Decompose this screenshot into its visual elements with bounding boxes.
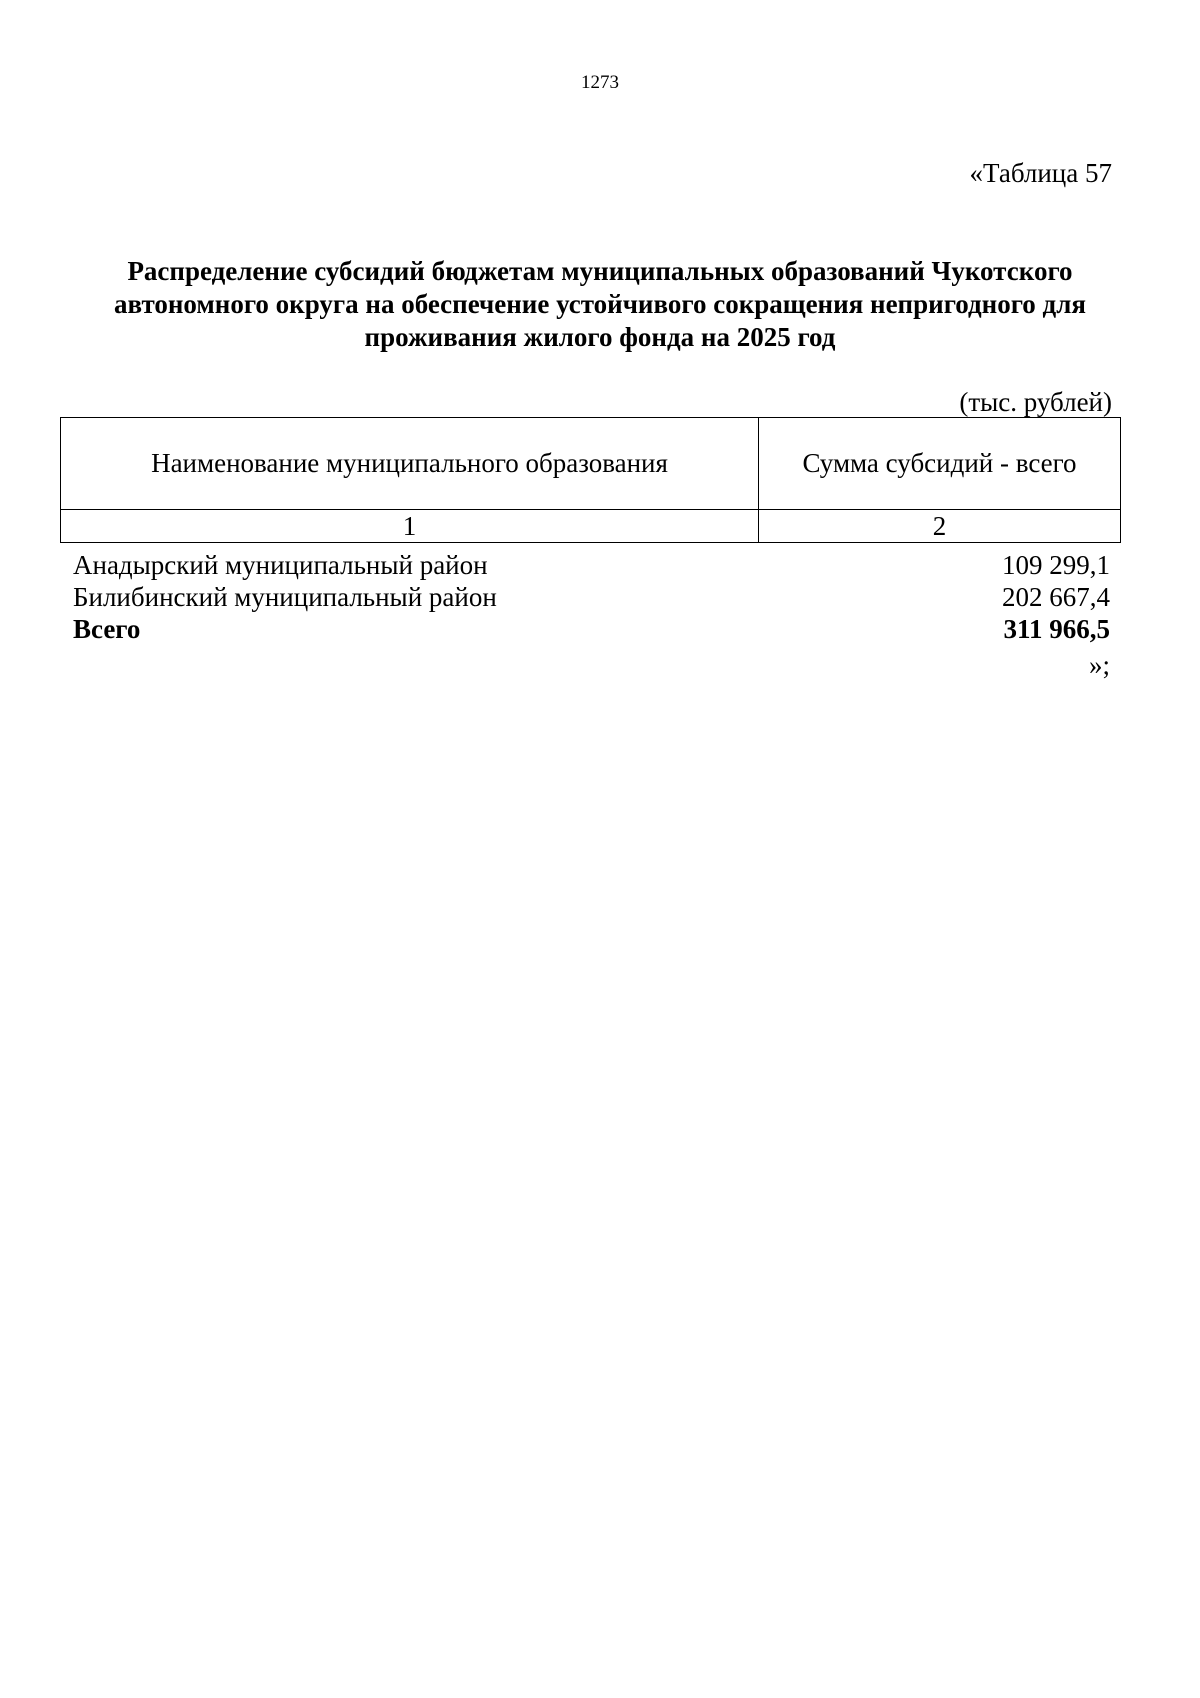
municipality-name: Анадырский муниципальный район — [73, 550, 488, 580]
units-label: (тыс. рублей) — [959, 387, 1112, 417]
column-number: 1 — [61, 510, 759, 543]
total-row — [60, 613, 1120, 645]
total-label: Всего — [73, 614, 141, 644]
total-value: 311 966,5 — [1003, 614, 1110, 644]
column-number-row — [61, 510, 1121, 543]
table-row — [60, 581, 1120, 613]
subsidy-value: 109 299,1 — [1002, 550, 1110, 580]
subsidy-value: 202 667,4 — [1002, 582, 1110, 612]
header-municipality: Наименование муниципального образования — [61, 418, 759, 510]
table-header-row — [61, 418, 1121, 510]
document-title: Распределение субсидий бюджетам муниципальных образований Чукотского автономного округа на обеспечение устойчивого сокращения непригодного для проживания жилого фонда на 2025 год — [114, 256, 1086, 352]
column-number: 2 — [759, 510, 1121, 543]
table-reference: «Таблица 57 — [969, 158, 1112, 188]
header-subsidy-total: Сумма субсидий - всего — [759, 418, 1121, 510]
table-row — [60, 549, 1120, 581]
page-number: 1273 — [581, 72, 619, 93]
table-body — [60, 549, 1120, 645]
subsidy-table — [60, 417, 1121, 543]
closing-quote-mark: »; — [1088, 650, 1110, 680]
municipality-name: Билибинский муниципальный район — [73, 582, 497, 612]
